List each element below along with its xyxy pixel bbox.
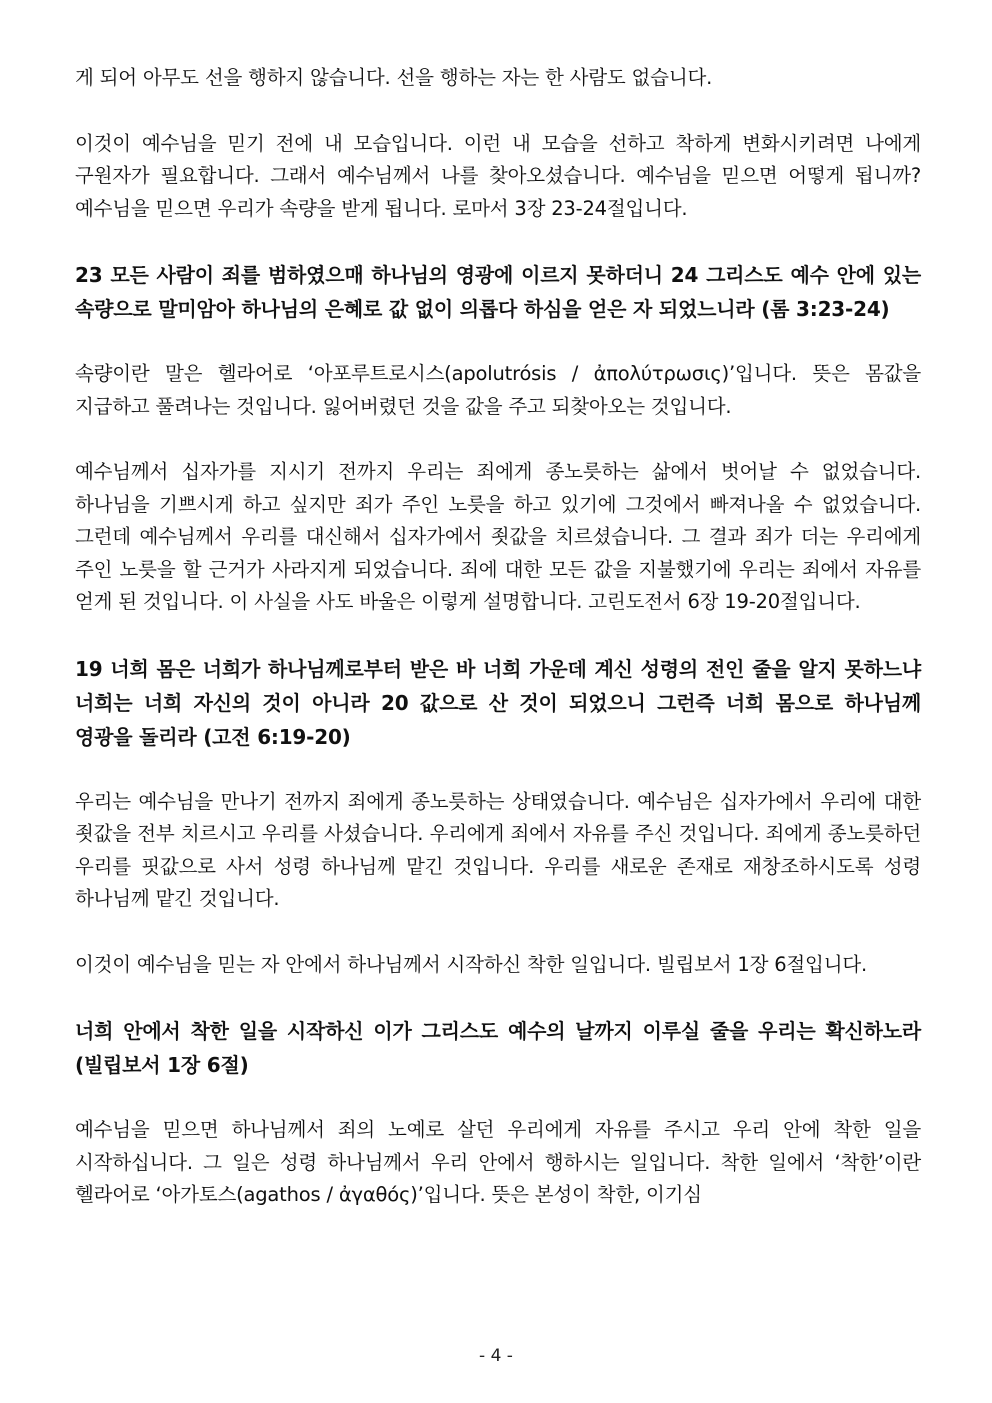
page-number: - 4 -	[479, 1346, 513, 1366]
body-paragraph: 예수님을 믿으면 하나님께서 죄의 노예로 살던 우리에게 자유를 주시고 우리 안에 착한 일을 시작하십니다. 그 일은 성령 하나님께서 우리 안에서 행하시는 일입니다. 착한 일에서 ‘착한’이란 헬라어로 ‘아가토스(agathos / ἀγαθός)’입니다. 뜻은 본성이 착한, 이기심	[75, 1118, 921, 1206]
document-page	[75, 62, 921, 1245]
body-paragraph: 우리는 예수님을 만나기 전까지 죄에게 종노릇하는 상태였습니다. 예수님은 십자가에서 우리에 대한 죗값을 전부 치르시고 우리를 사셨습니다. 우리에게 죄에서 자유를 주신 것입니다. 죄에게 종노릇하던 우리를 핏값으로 사서 성령 하나님께 맡긴 것입니다. 우리를 새로운 존재로 재창조하시도록 성령 하나님께 맡긴 것입니다.	[75, 789, 921, 910]
body-paragraph: 이것이 예수님을 믿기 전에 내 모습입니다. 이런 내 모습을 선하고 착하게 변화시키려면 나에게 구원자가 필요합니다. 그래서 예수님께서 나를 찾아오셨습니다. 예수님을 믿으면 어떻게 됩니까? 예수님을 믿으면 우리가 속량을 받게 됩니다. 로마서 3장 23-24절입니다.	[75, 131, 921, 220]
body-paragraph: 게 되어 아무도 선을 행하지 않습니다. 선을 행하는 자는 한 사람도 없습니다.	[75, 66, 713, 89]
body-paragraph: 예수님께서 십자가를 지시기 전까지 우리는 죄에게 종노릇하는 삶에서 벗어날 수 없었습니다. 하나님을 기쁘시게 하고 싶지만 죄가 주인 노릇을 하고 있기에 그것에서 빠져나올 수 없었습니다. 그런데 예수님께서 우리를 대신해서 십자가에서 죗값을 치르셨습니다. 그 결과 죄가 더는 우리에게 주인 노릇을 할 근거가 사라지게 되었습니다. 죄에 대한 모든 값을 지불했기에 우리는 죄에서 자유를 얻게 된 것입니다. 이 사실을 사도 바울은 이렇게 설명합니다. 고린도전서 6장 19-20절입니다.	[75, 460, 921, 613]
scripture-quote: 23 모든 사람이 죄를 범하였으매 하나님의 영광에 이르지 못하더니 24 그리스도 예수 안에 있는 속량으로 말미암아 하나님의 은혜로 값 없이 의롭다 하심을 얻은 자 되었느니라 (롬 3:23-24)	[75, 263, 921, 321]
scripture-quote: 19 너희 몸은 너희가 하나님께로부터 받은 바 너희 가운데 계신 성령의 전인 줄을 알지 못하느냐 너희는 너희 자신의 것이 아니라 20 값으로 산 것이 되었으니 그런즉 너희 몸으로 하나님께 영광을 돌리라 (고전 6:19-20)	[75, 656, 921, 749]
body-paragraph: 속량이란 말은 헬라어로 ‘아포루트로시스(apolutrósis / ἀπολύτρωσις)’입니다. 뜻은 몸값을 지급하고 풀려나는 것입니다. 잃어버렸던 것을 값을 주고 되찾아오는 것입니다.	[75, 362, 921, 418]
body-paragraph: 이것이 예수님을 믿는 자 안에서 하나님께서 시작하신 착한 일입니다. 빌립보서 1장 6절입니다.	[75, 952, 867, 976]
scripture-quote: 너희 안에서 착한 일을 시작하신 이가 그리스도 예수의 날까지 이루실 줄을 우리는 확신하노라 (빌립보서 1장 6절)	[75, 1019, 921, 1077]
